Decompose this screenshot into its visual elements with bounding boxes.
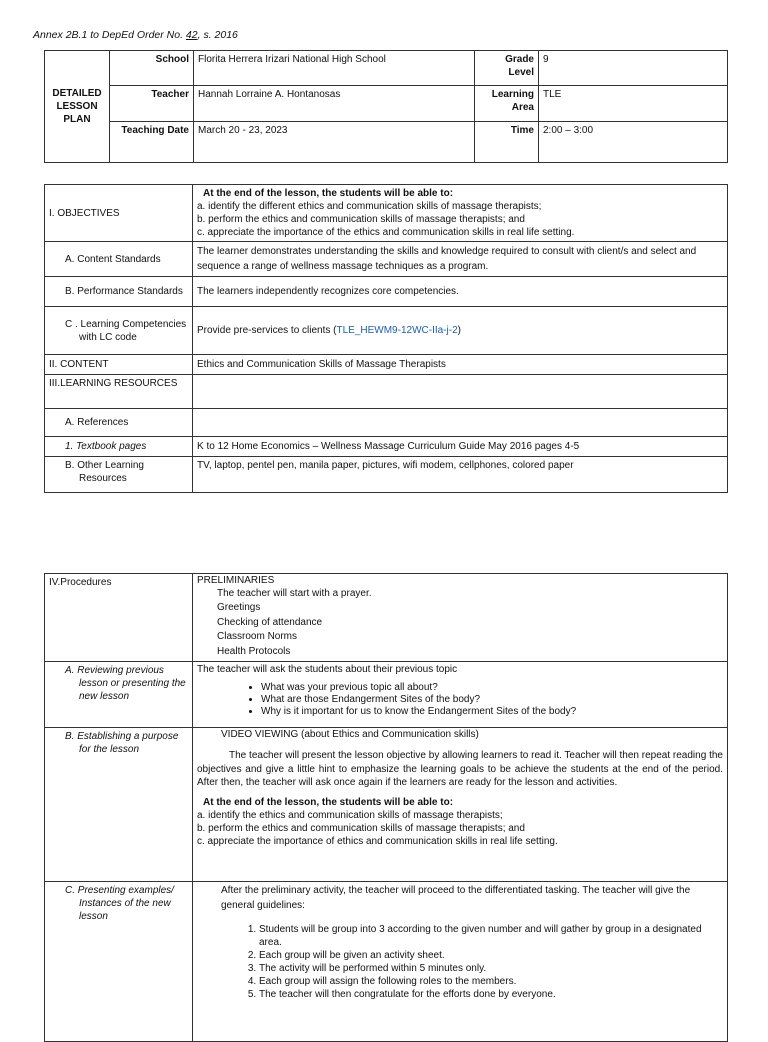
presenting-label: C. Presenting examples/ Instances of the new lesson xyxy=(45,882,193,1042)
preliminaries-title: PRELIMINARIES xyxy=(197,575,275,586)
purpose-intro: At the end of the lesson, the students will be able to: xyxy=(203,797,454,809)
annex-reference: Annex 2B.1 to DepEd Order No. 42, s. 2016 xyxy=(33,29,238,41)
prelim-item: Greetings xyxy=(217,602,261,614)
prelim-item: Health Protocols xyxy=(217,645,291,657)
presenting-intro: After the preliminary activity, the teacher will proceed to the differentiated tasking. The teacher will give the general guidelines: xyxy=(221,885,691,912)
video-viewing-title: VIDEO VIEWING (about Ethics and Communication skills) xyxy=(221,729,479,741)
school-value: Florita Herrera Irizari National High School xyxy=(194,51,475,86)
prelim-item: Classroom Norms xyxy=(217,631,298,643)
reviewing-label: A. Reviewing previous lesson or presenting the new lesson xyxy=(45,662,193,728)
date-value: March 20 - 23, 2023 xyxy=(194,122,475,163)
resources-label: III.LEARNING RESOURCES xyxy=(45,375,193,409)
header-table xyxy=(44,50,728,163)
competencies-value: Provide pre-services to clients (TLE_HEWM9-12WC-IIa-j-2) xyxy=(193,307,728,355)
time-label: Time xyxy=(475,122,539,163)
objectives-intro: At the end of the lesson, the students will be able to: xyxy=(203,188,454,199)
guideline-step: 1. Students will be group into 3 according to the given number and will gather by group in a designated area. xyxy=(259,923,723,949)
reviewing-intro: The teacher will ask the students about their previous topic xyxy=(197,664,458,676)
dlp-title: DETAILED LESSON PLAN xyxy=(45,51,110,163)
content-standards-value: The learner demonstrates understanding the skills and knowledge required to consult with client/s and select and sequence a range of wellness massage techniques as a program. xyxy=(193,242,728,277)
guideline-step: 5. The teacher will then congratulate for the efforts done by everyone. xyxy=(259,988,723,1001)
school-label: School xyxy=(110,51,194,86)
reviewing-content xyxy=(193,662,728,728)
purpose-paragraph: The teacher will present the lesson objective by allowing learners to read it. Teacher will then repeat reading the objectives and give a little hint to emphasize the learning goals to be achieve the students at the end of the period. After then, the teacher will ask once again if the learners are ready for the lesson and activities. xyxy=(197,750,723,789)
preliminaries xyxy=(193,574,728,662)
grade-label: Grade Level xyxy=(475,51,539,86)
references-value xyxy=(193,409,728,437)
guideline-step: 4. Each group will assign the following roles to the members. xyxy=(259,975,723,988)
objective-item: c. appreciate the importance of the ethics and communication skills in real life setting. xyxy=(197,227,575,238)
objective-item: b. perform the ethics and communication skills of massage therapists; and xyxy=(197,214,525,225)
other-resources-value: TV, laptop, pentel pen, manila paper, pictures, wifi modem, cellphones, colored paper xyxy=(193,457,728,493)
area-label: Learning Area xyxy=(475,86,539,122)
purpose-item: a. identify the ethics and communication skills of massage therapists; xyxy=(197,810,503,822)
other-resources-label: B. Other Learning Resources xyxy=(45,457,193,493)
resources-value xyxy=(193,375,728,409)
performance-standards-label: B. Performance Standards xyxy=(45,277,193,307)
teacher-value: Hannah Lorraine A. Hontanosas xyxy=(194,86,475,122)
time-value: 2:00 – 3:00 xyxy=(539,122,728,163)
procedures-table xyxy=(44,573,728,1042)
prelim-item: The teacher will start with a prayer. xyxy=(217,588,372,599)
presenting-content xyxy=(193,882,728,1042)
objectives-table xyxy=(44,184,728,493)
objectives-list xyxy=(193,185,728,242)
content-label: II. CONTENT xyxy=(45,355,193,375)
references-label: A. References xyxy=(45,409,193,437)
guideline-step: 3. The activity will be performed within 5 minutes only. xyxy=(259,962,723,975)
purpose-item: b. perform the ethics and communication skills of massage therapists; and xyxy=(197,823,525,835)
prelim-item: Checking of attendance xyxy=(217,616,323,628)
date-label: Teaching Date xyxy=(110,122,194,163)
content-value: Ethics and Communication Skills of Massage Therapists xyxy=(193,355,728,375)
textbook-value: K to 12 Home Economics – Wellness Massage Curriculum Guide May 2016 pages 4-5 xyxy=(193,437,728,457)
purpose-content xyxy=(193,728,728,882)
purpose-label: B. Establishing a purpose for the lesson xyxy=(45,728,193,882)
procedures-label: IV.Procedures xyxy=(45,574,193,662)
grade-value: 9 xyxy=(539,51,728,86)
guideline-step: 2. Each group will be given an activity sheet. xyxy=(259,949,723,962)
review-question: • What was your previous topic all about? xyxy=(261,682,723,694)
performance-standards-value: The learners independently recognizes core competencies. xyxy=(193,277,728,307)
order-number: 42 xyxy=(185,29,198,41)
area-value: TLE xyxy=(539,86,728,122)
content-standards-label: A. Content Standards xyxy=(45,242,193,277)
lc-code-link[interactable]: TLE_HEWM9-12WC-IIa-j-2 xyxy=(336,325,458,336)
review-question: • What are those Endangerment Sites of the body? xyxy=(261,694,723,706)
competencies-label: C . Learning Competencies with LC code xyxy=(45,307,193,355)
teacher-label: Teacher xyxy=(110,86,194,122)
review-question: • Why is it important for us to know the Endangerment Sites of the body? xyxy=(261,706,723,718)
objective-item: a. identify the different ethics and communication skills of massage therapists; xyxy=(197,201,542,212)
purpose-item: c. appreciate the importance of ethics and communication skills in real life setting. xyxy=(197,836,558,848)
textbook-label: 1. Textbook pages xyxy=(45,437,193,457)
objectives-label: I. OBJECTIVES xyxy=(45,185,193,242)
